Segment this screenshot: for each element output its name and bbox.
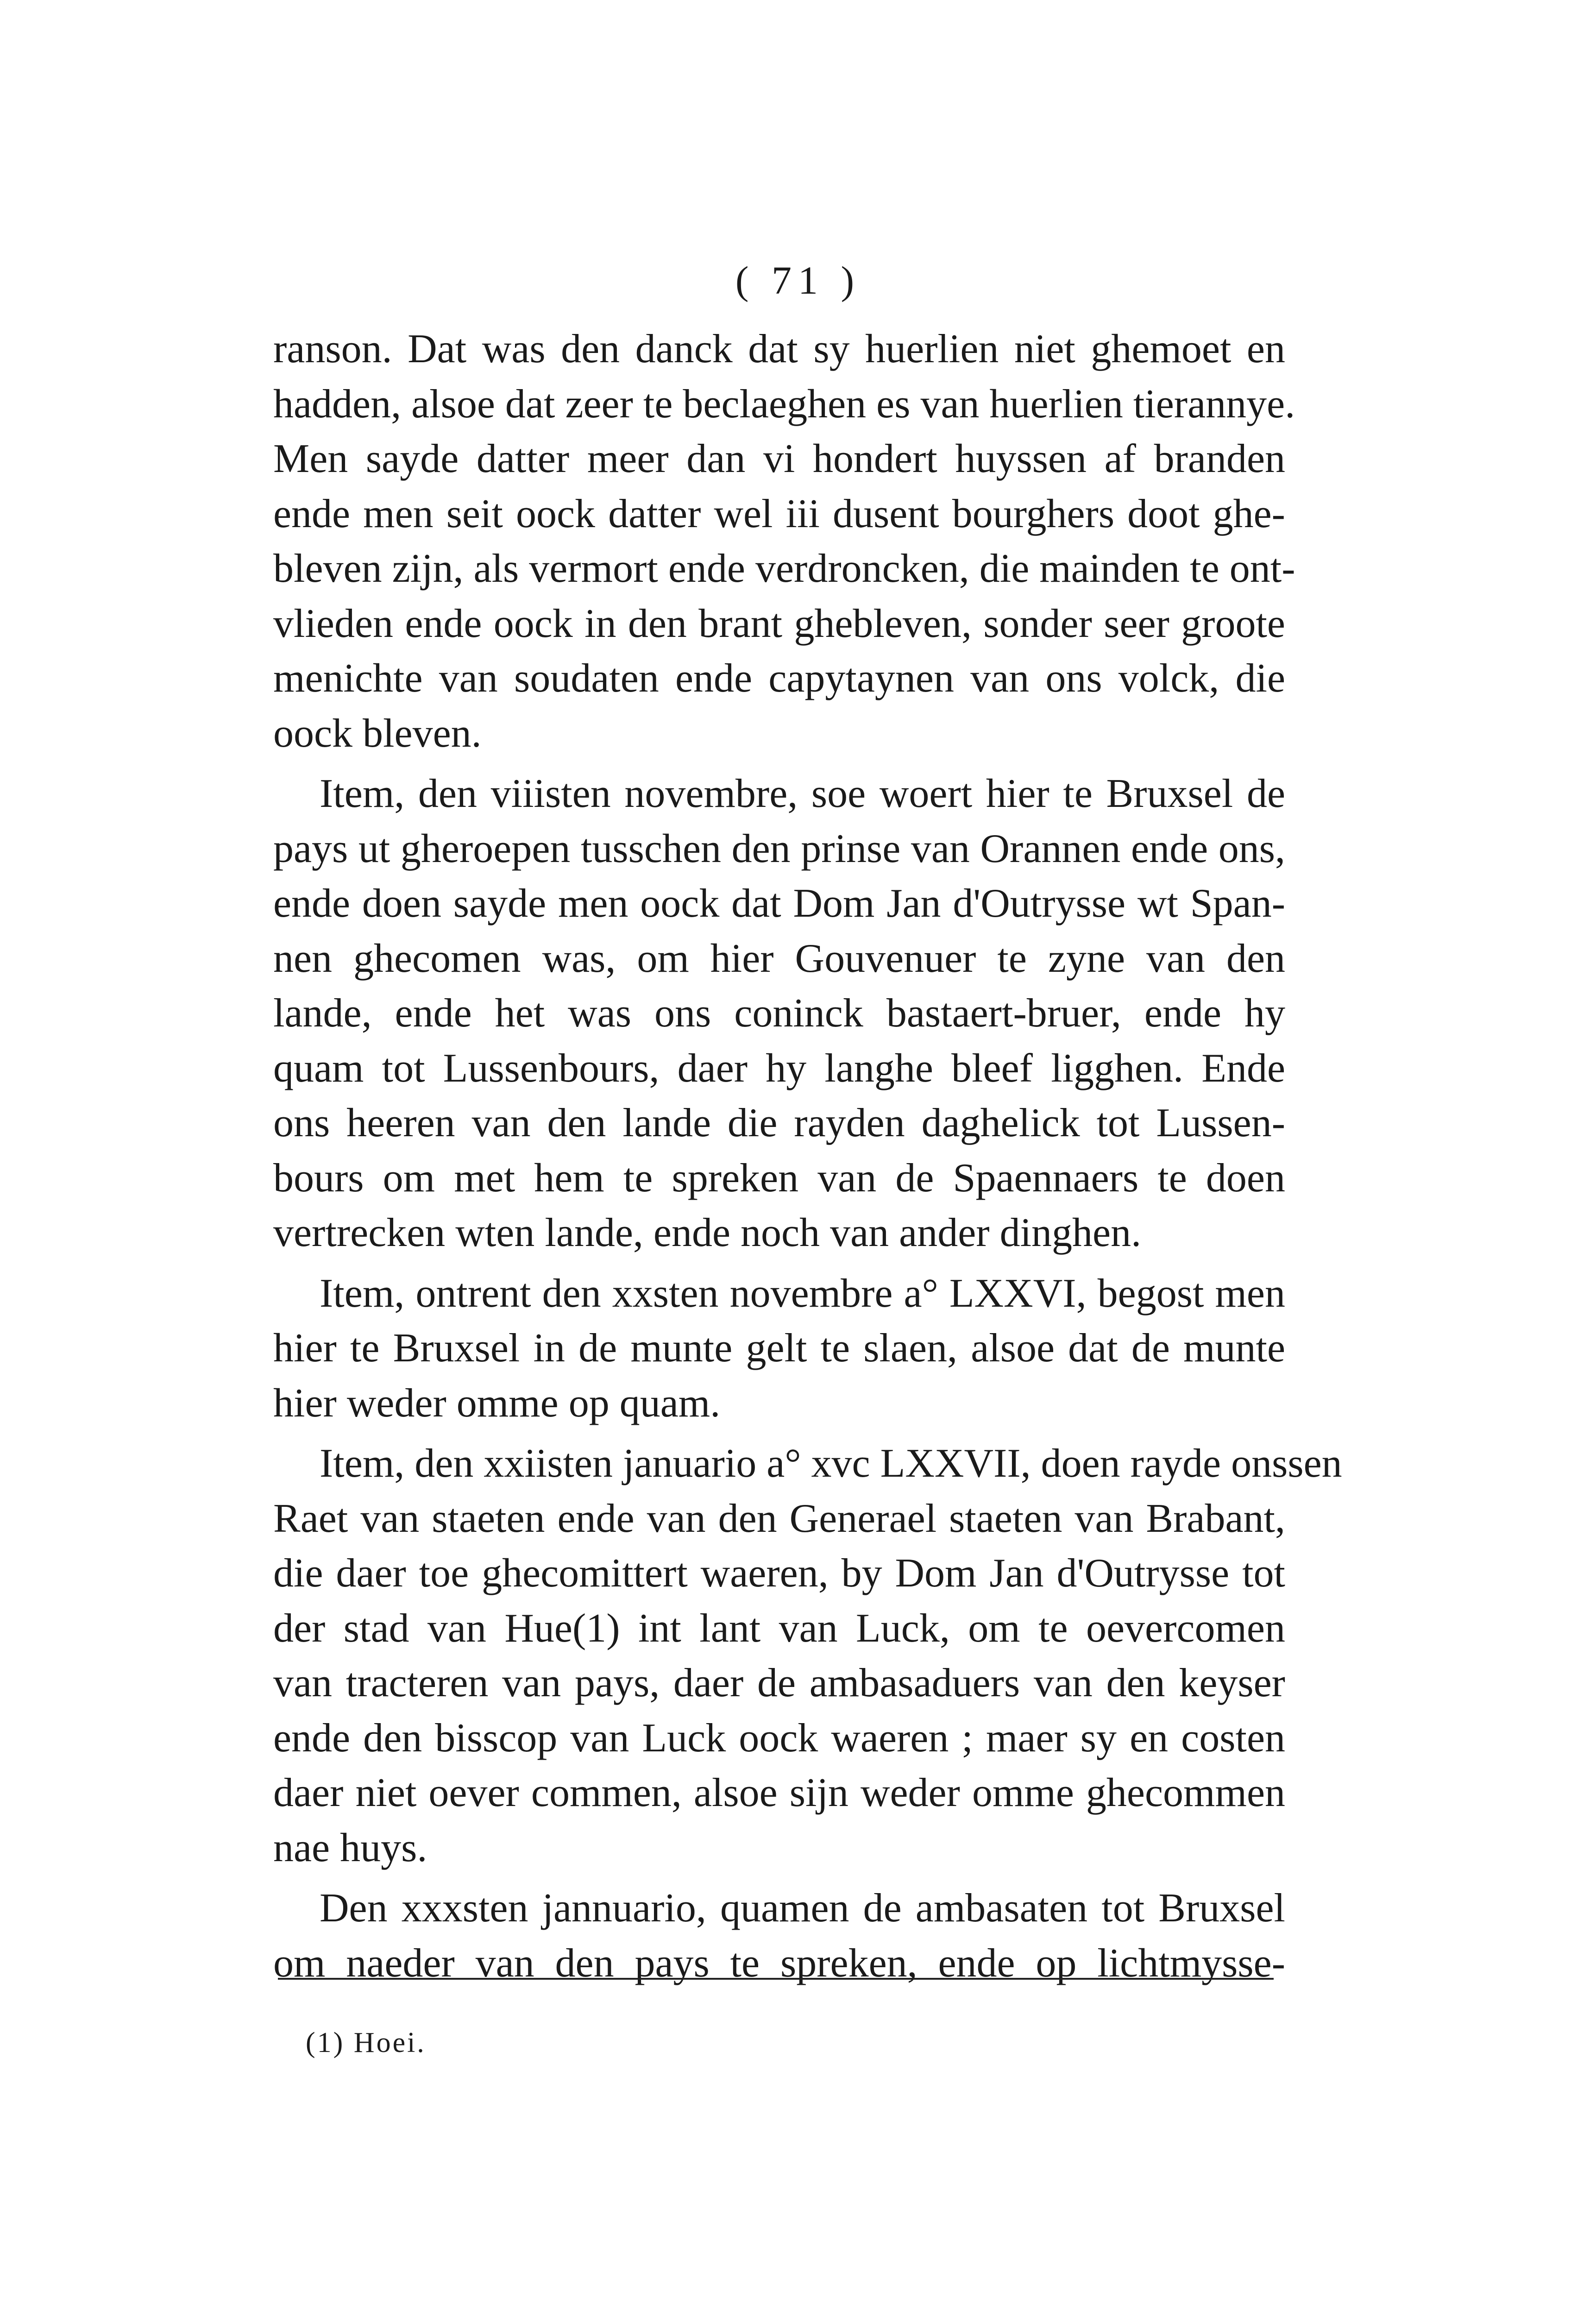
text-line: bleven zijn, als vermort ende verdroncken, die mainden te ont- (273, 546, 1295, 591)
text-line: oock bleven. (273, 711, 482, 756)
body-text (273, 322, 1342, 1991)
text-line: van tracteren van pays, daer de ambasaduers van den keyser (273, 1661, 1285, 1706)
text-line: ranson. Dat was den danck dat sy huerlien niet ghemoet en (273, 327, 1285, 371)
text-line: bours om met hem te spreken van de Spaennaers te doen (273, 1155, 1285, 1201)
text-line: Den xxxsten jannuario, quamen de ambasaten tot Bruxsel (320, 1886, 1285, 1931)
page-number: ( 71 ) (735, 258, 861, 302)
text-line: ons heeren van den lande die rayden daghelick tot Lussen- (273, 1101, 1285, 1145)
text-line: ende men seit oock datter wel iii dusent bourghers doot ghe- (273, 491, 1285, 536)
text-line: menichte van soudaten ende capytaynen van ons volck, die (273, 656, 1285, 701)
text-line: nen ghecomen was, om hier Gouvenuer te zyne van den (273, 936, 1285, 981)
text-line: ende den bisscop van Luck oock waeren ; maer sy en costen (273, 1715, 1285, 1761)
text-line: hier te Bruxsel in de munte gelt te slaen, alsoe dat de munte (273, 1326, 1285, 1371)
text-line: nae huys. (273, 1825, 427, 1870)
text-line: Raet van staeten ende van den Generael staeten van Brabant, (273, 1496, 1285, 1541)
text-line: ende doen sayde men oock dat Dom Jan d'Outrysse wt Span- (273, 881, 1285, 926)
footnote: (1) Hoei. (306, 2027, 426, 2058)
text-line: Item, ontrent den xxsten novembre a° LXXVI, begost men (320, 1271, 1285, 1316)
text-line: Item, den viiisten novembre, soe woert hier te Bruxsel de (320, 771, 1285, 816)
text-line: lande, ende het was ons coninck bastaert-bruer, ende hy (273, 991, 1285, 1036)
text-line: Men sayde datter meer dan vi hondert huyssen af branden (273, 436, 1285, 481)
text-line: pays ut gheroepen tusschen den prinse van Orannen ende ons, (273, 826, 1285, 871)
text-line: daer niet oever commen, alsoe sijn weder omme ghecommen (273, 1770, 1285, 1815)
text-line: Item, den xxiisten januario a° xvc LXXVII, doen rayde onssen (320, 1441, 1342, 1486)
text-line: die daer toe ghecomittert waeren, by Dom Jan d'Outrysse tot (273, 1551, 1285, 1596)
text-line: quam tot Lussenbours, daer hy langhe bleef ligghen. Ende (273, 1045, 1285, 1091)
footnote-rule (278, 1978, 1274, 1980)
text-line: hadden, alsoe dat zeer te beclaeghen es van huerlien tierannye. (273, 381, 1295, 427)
text-line: der stad van Hue(1) int lant van Luck, om te oevercomen (273, 1605, 1285, 1651)
text-line: om naeder van den pays te spreken, ende op lichtmysse- (273, 1940, 1285, 1986)
text-line: vertrecken wten lande, ende noch van ander dinghen. (273, 1210, 1142, 1255)
text-line: vlieden ende oock in den brant ghebleven, sonder seer groote (273, 601, 1285, 646)
text-line: hier weder omme op quam. (273, 1380, 721, 1426)
